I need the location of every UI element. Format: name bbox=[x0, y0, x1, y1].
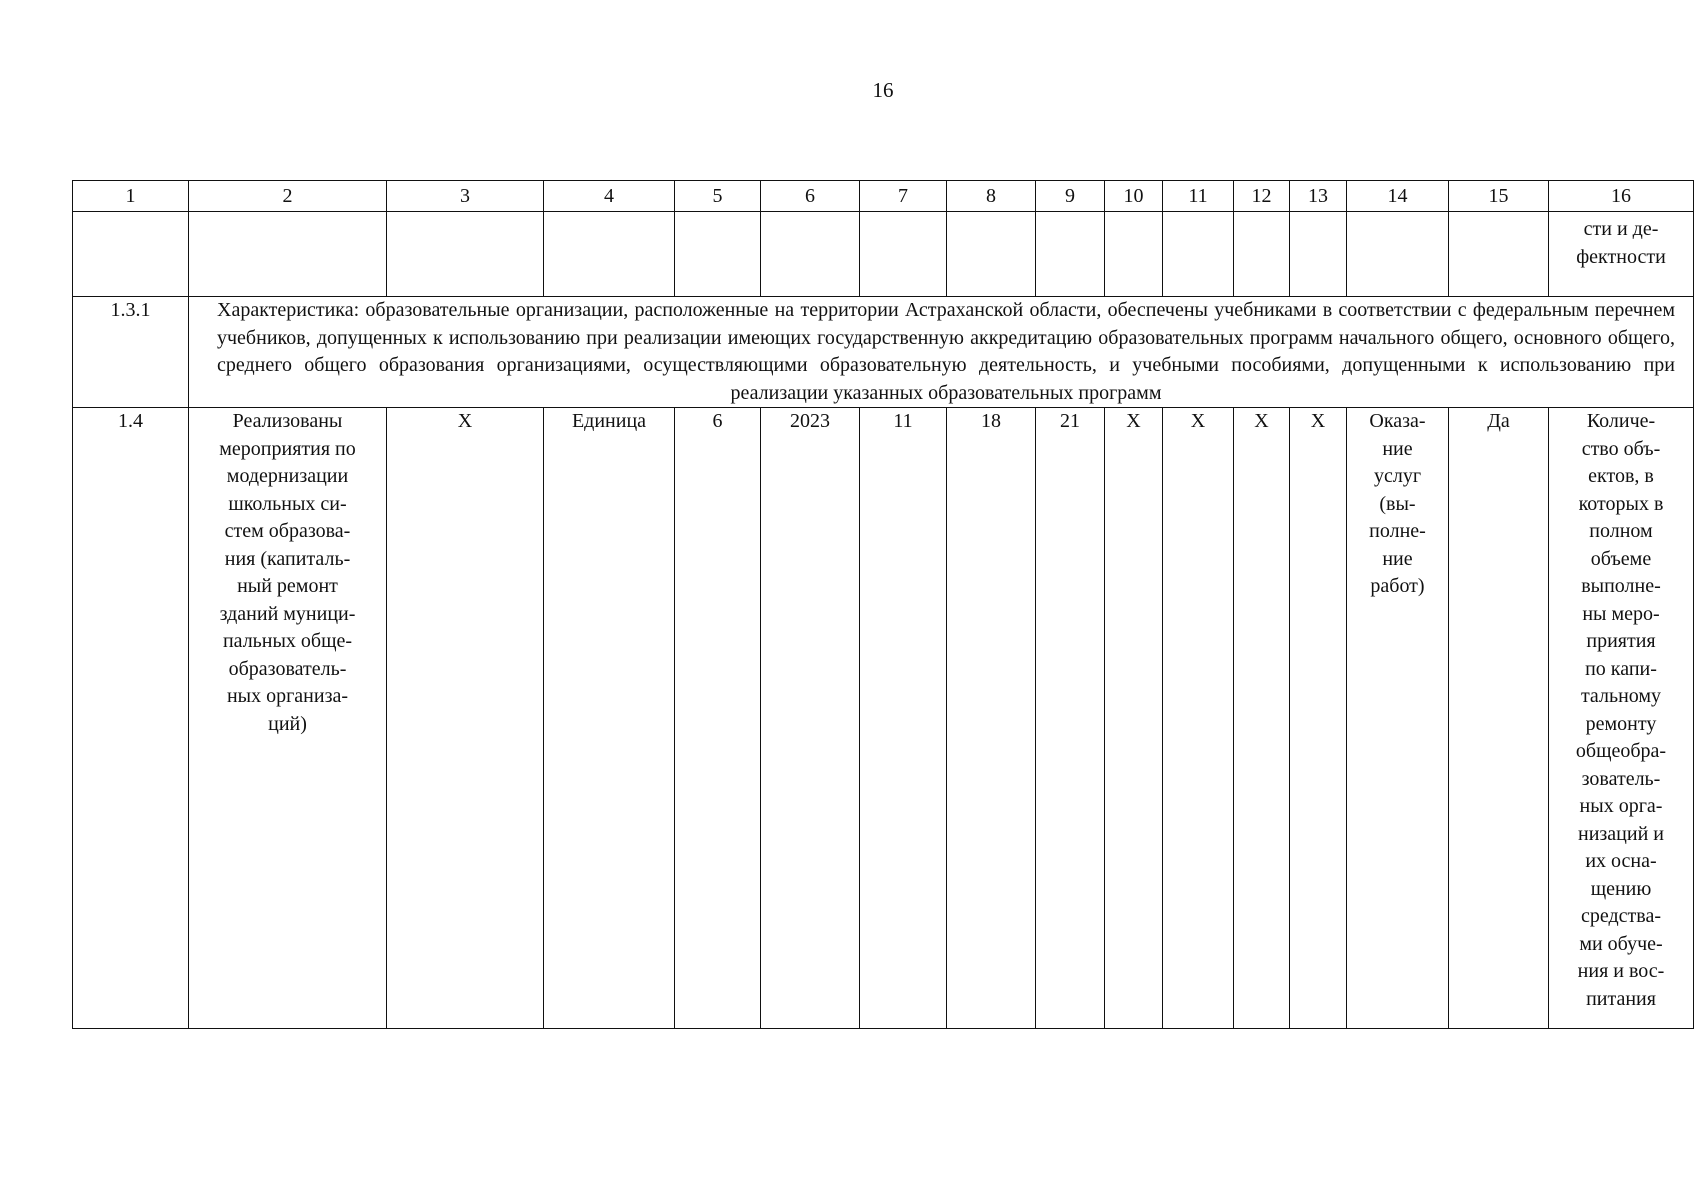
table-cell: 21 bbox=[1036, 408, 1105, 1029]
characteristic-text: Характеристика: образовательные организации, расположенные на территории Астраханской области, обеспечены учебниками в соответствии с федеральным перечнем учебников, допущенных к использованию при реализации имеющих государственную аккредитацию образовательных программ начального общего, основного общего, среднего общего образования организациями, осуществляющими образовательную деятельность, и учебными пособиями, допущенными к использованию при реализации указанных образовательных программ bbox=[189, 297, 1694, 408]
table-cell: Х bbox=[1290, 408, 1347, 1029]
column-number: 10 bbox=[1105, 181, 1163, 212]
column-number: 13 bbox=[1290, 181, 1347, 212]
table-cell: Х bbox=[1105, 408, 1163, 1029]
column-number: 7 bbox=[860, 181, 947, 212]
unit-cell: Единица bbox=[544, 408, 675, 1029]
column-number: 1 bbox=[73, 181, 189, 212]
column-number: 5 bbox=[675, 181, 761, 212]
column-number: 14 bbox=[1347, 181, 1449, 212]
table-cell bbox=[189, 212, 387, 297]
table-cell bbox=[1036, 212, 1105, 297]
column-number: 12 bbox=[1234, 181, 1290, 212]
table-cell bbox=[947, 212, 1036, 297]
table-cell: Оказа- ние услуг (вы- полне- ние работ) bbox=[1347, 408, 1449, 1029]
continuation-row bbox=[73, 212, 1694, 297]
table-cell bbox=[1449, 212, 1549, 297]
table-cell bbox=[1290, 212, 1347, 297]
column-number: 8 bbox=[947, 181, 1036, 212]
continuation-text: сти и де- фектности bbox=[1549, 212, 1694, 297]
column-number: 3 bbox=[387, 181, 544, 212]
characteristic-row bbox=[73, 297, 1694, 408]
document-table-container bbox=[72, 180, 1693, 1029]
table-cell bbox=[73, 212, 189, 297]
table-cell: 18 bbox=[947, 408, 1036, 1029]
table-cell: Х bbox=[387, 408, 544, 1029]
table-cell: Х bbox=[1163, 408, 1234, 1029]
description-cell: Количе- ство объ- ектов, в которых в полном объеме выполне- ны меро- приятия по капи- тальному ремонту общеобра- зователь- ных орга- низаций и их осна- щению средства- ми обуче- ния и вос- питания bbox=[1549, 408, 1694, 1029]
table-cell: 11 bbox=[860, 408, 947, 1029]
table-cell bbox=[1163, 212, 1234, 297]
row-number: 1.4 bbox=[73, 408, 189, 1029]
table-cell bbox=[1105, 212, 1163, 297]
table-cell: 6 bbox=[675, 408, 761, 1029]
indicator-name: Реализованы мероприятия по модернизации школьных си- стем образова- ния (капиталь- ный ремонт зданий муници- пальных обще- образователь- ных организа- ций) bbox=[189, 408, 387, 1029]
table-cell bbox=[544, 212, 675, 297]
column-number: 4 bbox=[544, 181, 675, 212]
page-number: 16 bbox=[872, 78, 894, 102]
table-row bbox=[73, 408, 1694, 1029]
table-cell: Х bbox=[1234, 408, 1290, 1029]
table-cell bbox=[675, 212, 761, 297]
table-cell bbox=[761, 212, 860, 297]
column-number: 11 bbox=[1163, 181, 1234, 212]
table-cell bbox=[387, 212, 544, 297]
column-number-row bbox=[73, 181, 1694, 212]
column-number: 15 bbox=[1449, 181, 1549, 212]
column-number: 16 bbox=[1549, 181, 1694, 212]
table-cell bbox=[1234, 212, 1290, 297]
column-number: 9 bbox=[1036, 181, 1105, 212]
table-cell: Да bbox=[1449, 408, 1549, 1029]
column-number: 6 bbox=[761, 181, 860, 212]
year-cell: 2023 bbox=[761, 408, 860, 1029]
document-table bbox=[72, 180, 1694, 1029]
table-cell bbox=[860, 212, 947, 297]
table-cell bbox=[1347, 212, 1449, 297]
row-number: 1.3.1 bbox=[73, 297, 189, 408]
column-number: 2 bbox=[189, 181, 387, 212]
